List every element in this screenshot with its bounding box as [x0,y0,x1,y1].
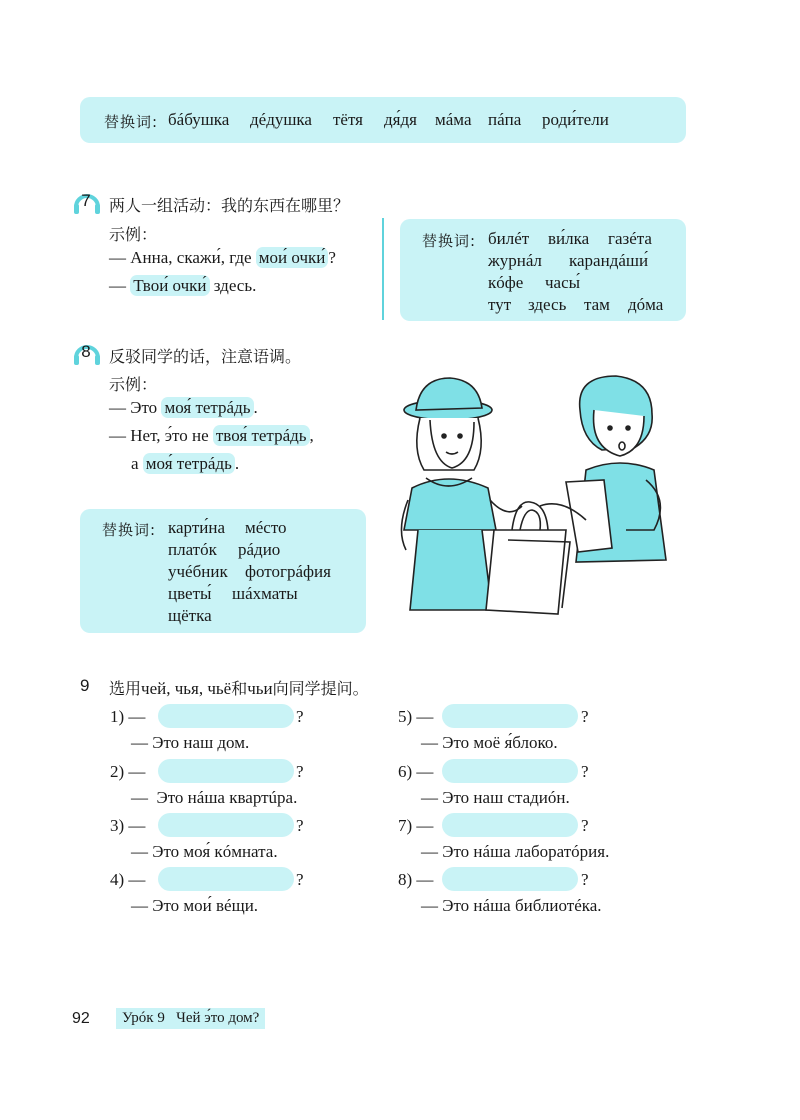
answer-line: — Это нáша библиотéка. [421,896,602,915]
box-7-word: кóфе [488,273,524,292]
box-7-word: ви́лка [548,229,590,248]
line-text: . [253,398,258,417]
instruction-text: 和 [231,679,248,698]
answer-line: — Это наш дом. [131,733,250,752]
answer-blank[interactable] [442,813,578,837]
answer-line: — Это нáша квартúра. [131,788,298,807]
question-mark: ? [581,762,589,781]
line-text: а [131,454,139,473]
exercise-7-example-label: 示例： [109,225,158,244]
exercise-7-number: 7 [81,191,91,210]
question-mark: ? [581,870,589,889]
line-text: ? [328,248,336,267]
box-7-word: билéт [488,229,530,248]
question-number: 1) — [110,707,146,726]
answer-blank[interactable] [442,759,578,783]
answer-line: — Это наш стадиóн. [421,788,570,807]
exercise-9-instruction [109,676,369,699]
line-text: здесь. [213,276,257,295]
shopping-bag [486,502,570,614]
question-number: 5) — [398,707,434,726]
highlighted-phrase: Твои́ очки́ [130,275,209,296]
box-top-word: тётя [333,110,363,129]
question-number: 7) — [398,816,434,835]
exercise-8-line-1 [109,398,258,418]
illustration-girl-and-boy [390,370,690,620]
question-number: 6) — [398,762,434,781]
answer-blank[interactable] [158,867,294,891]
exercise-8-line-3 [131,454,239,474]
answer-blank[interactable] [158,704,294,728]
box-top-word: дéдушка [250,110,312,129]
box-top-label: 替换词: [104,113,159,131]
highlighted-phrase: моя́ тетрáдь [143,453,235,474]
exercise-8-number: 8 [81,342,91,361]
question-number: 8) — [398,870,434,889]
instruction-text: 向同学提问。 [272,679,369,698]
answer-blank[interactable] [158,759,294,783]
answer-line: — Это мои́ вéщи. [131,896,259,915]
box-8-word: карти́на [168,518,225,537]
box-8-word: учéбник [168,562,228,581]
box-7-word: там [584,295,610,314]
question-number: 3) — [110,816,146,835]
box-8-word: щётка [168,606,212,625]
question-number: 4) — [110,870,146,889]
highlighted-phrase: мои́ очки́ [256,247,329,268]
highlighted-phrase: моя́ тетрáдь [161,397,253,418]
box-8-word: рáдио [238,540,281,559]
exercise-9-number: 9 [80,676,90,695]
answer-line: — Это нáша лаборатóрия. [421,842,610,861]
line-text: — [109,276,126,295]
box-8-word: шáхматы [232,584,298,603]
exercise-7-instruction: 两人一组活动：我的东西在哪里？ [109,196,350,215]
lesson-title-tag: Урóк 9 Чей э́то дом? [116,1008,265,1029]
box-8-word: цветы́ [168,584,212,603]
question-mark: ? [296,762,304,781]
box-7-word: часы́ [545,273,581,292]
answer-blank[interactable] [442,867,578,891]
instruction-text: 选用 [109,679,142,698]
answer-line: — Это моя́ кóмната. [131,842,278,861]
page-number: 92 [72,1010,90,1027]
box-top-word: мáма [435,110,472,129]
box-7-word: тут [488,295,512,314]
box-7-label: 替换词: [422,232,477,250]
exercise-8-instruction: 反驳同学的话，注意语调。 [109,347,302,366]
exercise-8-example-label: 示例： [109,375,158,394]
exercise-8-line-2 [109,426,314,446]
highlighted-phrase: твоя́ тетрáдь [213,425,310,446]
answer-blank[interactable] [158,813,294,837]
exercise-7-line-2 [109,276,256,296]
question-mark: ? [296,816,304,835]
box-7-word: дóма [628,295,664,314]
box-8-word: платóк [168,540,217,559]
question-mark: ? [581,816,589,835]
box-7-word: газéта [608,229,652,248]
question-mark: ? [296,870,304,889]
exercise-7-number-badge [72,187,102,217]
line-text: — Анна, скажи́, где [109,248,252,267]
answer-line: — Это моё я́блоко. [421,733,558,752]
question-mark: ? [296,707,304,726]
box-8-label: 替换词: [102,521,157,539]
box-top-word: пáпа [488,110,522,129]
box-8-word: мéсто [245,518,287,537]
instruction-keywords: чей, чья, чьё [141,679,232,698]
box-7-word: журнáл [488,251,542,270]
box-7-word: здесь [528,295,567,314]
box-top-word: бáбушка [168,110,230,129]
exercise-8-number-badge [72,338,102,368]
box-8-word: фотогрáфия [245,562,331,581]
vertical-divider [382,218,384,320]
question-number: 2) — [110,762,146,781]
line-text: — Это [109,398,158,417]
exercise-7-line-1 [109,248,336,268]
question-mark: ? [581,707,589,726]
answer-blank[interactable] [442,704,578,728]
box-top-word: дя́дя [384,110,417,129]
box-7-word: карандáши́ [569,251,649,270]
line-text: — Нет, э́то не [109,426,209,445]
box-top-word: роди́тели [542,110,609,129]
line-text: , [309,426,314,445]
line-text: . [234,454,240,473]
instruction-keywords: чьи [247,679,273,698]
